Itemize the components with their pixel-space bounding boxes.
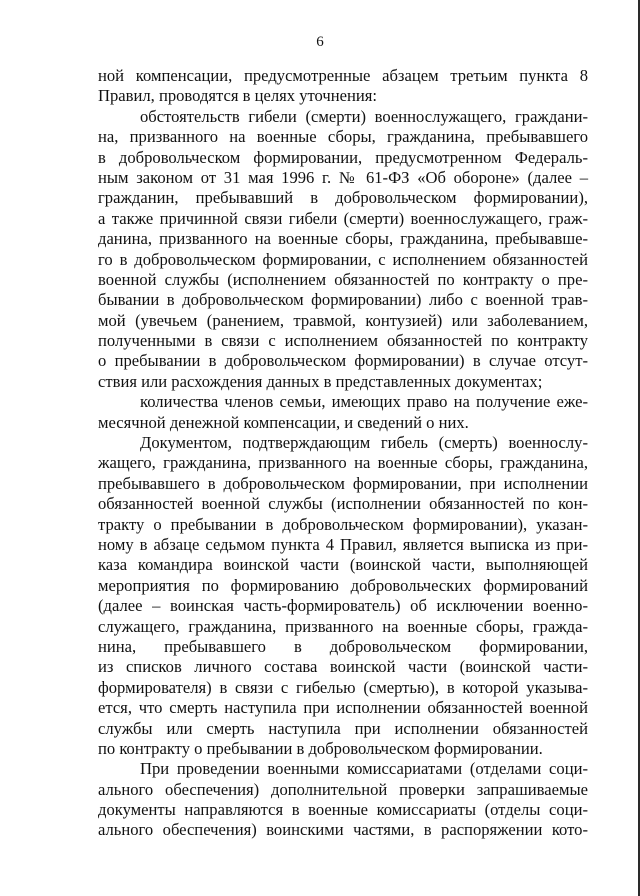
- text-line: военной службы (исполнением обязанностей по контракту о пре-: [98, 269, 588, 289]
- text-line: го в добровольческом формировании, с исполнением обязанностей: [98, 249, 588, 269]
- text-line: по контракту о пребывании в добровольческом формировании.: [98, 738, 543, 758]
- text-line: месячной денежной компенсации, и сведений о них.: [98, 412, 469, 432]
- page-number: 6: [316, 34, 324, 50]
- text-line: ального обеспечения) воинскими частями, в распоряжении кото-: [98, 820, 588, 840]
- text-line: из списков личного состава воинской части (воинской части-: [98, 657, 588, 677]
- text-line: ется, что смерть наступила при исполнении обязанностей военной: [98, 698, 588, 718]
- text-line: данина, призванного на военные сборы, гражданина, пребывавше-: [98, 229, 588, 249]
- text-line: обстоятельств гибели (смерти) военнослужащего, граждани-: [140, 106, 588, 126]
- text-line: тракту о пребывании в добровольческом формировании), указан-: [98, 514, 588, 534]
- text-line: на, призванного на военные сборы, гражданина, пребывавшего: [98, 127, 588, 147]
- text-line: документы направляются в военные комиссариаты (отделы соци-: [98, 800, 588, 820]
- text-line: гражданин, пребывавший в добровольческом формировании),: [98, 188, 588, 208]
- text-line: При проведении военными комиссариатами (отделами соци-: [140, 759, 588, 779]
- text-line: пребывавшего в добровольческом формировании, при исполнении: [98, 473, 588, 493]
- text-line: Правил, проводятся в целях уточнения:: [98, 86, 378, 106]
- text-line: нина, пребывавшего в добровольческом формировании,: [98, 636, 588, 656]
- text-line: служащего, гражданина, призванного на военные сборы, гражда-: [98, 616, 588, 636]
- text-line: мероприятия по формированию добровольческих формирований: [98, 575, 588, 595]
- text-line: ствия или расхождения данных в представленных документах;: [98, 371, 543, 391]
- text-line: бывании в добровольческом формировании) либо с военной трав-: [98, 290, 588, 310]
- text-line: жащего, гражданина, призванного на военные сборы, гражданина,: [98, 453, 588, 473]
- text-line: ному в абзаце седьмом пункта 4 Правил, является выписка из при-: [98, 534, 588, 554]
- text-line: в добровольческом формировании, предусмотренном Федераль-: [98, 147, 588, 167]
- body-text: [98, 66, 588, 841]
- text-line: Документом, подтверждающим гибель (смерть) военнослу-: [140, 433, 588, 453]
- text-line: полученными в связи с исполнением обязанностей по контракту: [98, 331, 588, 351]
- text-line: каза командира воинской части (воинской части, выполняющей: [98, 555, 588, 575]
- text-line: ального обеспечения) дополнительной проверки запрашиваемые: [98, 779, 588, 799]
- text-line: ным законом от 31 мая 1996 г. № 61-ФЗ «Об обороне» (далее –: [98, 167, 588, 187]
- text-line: о пребывании в добровольческом формировании) в случае отсут-: [98, 351, 588, 371]
- text-line: службы или смерть наступила при исполнении обязанностей: [98, 718, 588, 738]
- text-line: формирователя) в связи с гибелью (смертью), в которой указыва-: [98, 677, 588, 697]
- text-line: количества членов семьи, имеющих право на получение еже-: [140, 392, 588, 412]
- text-line: обязанностей военной службы (исполнении обязанностей по кон-: [98, 494, 588, 514]
- text-line: (далее – воинская часть-формирователь) об исключении военно-: [98, 596, 588, 616]
- text-line: мой (увечьем (ранением, травмой, контузией) или заболеванием,: [98, 310, 588, 330]
- text-line: а также причинной связи гибели (смерти) военнослужащего, граж-: [98, 208, 588, 228]
- text-line: ной компенсации, предусмотренные абзацем третьим пункта 8: [98, 66, 588, 85]
